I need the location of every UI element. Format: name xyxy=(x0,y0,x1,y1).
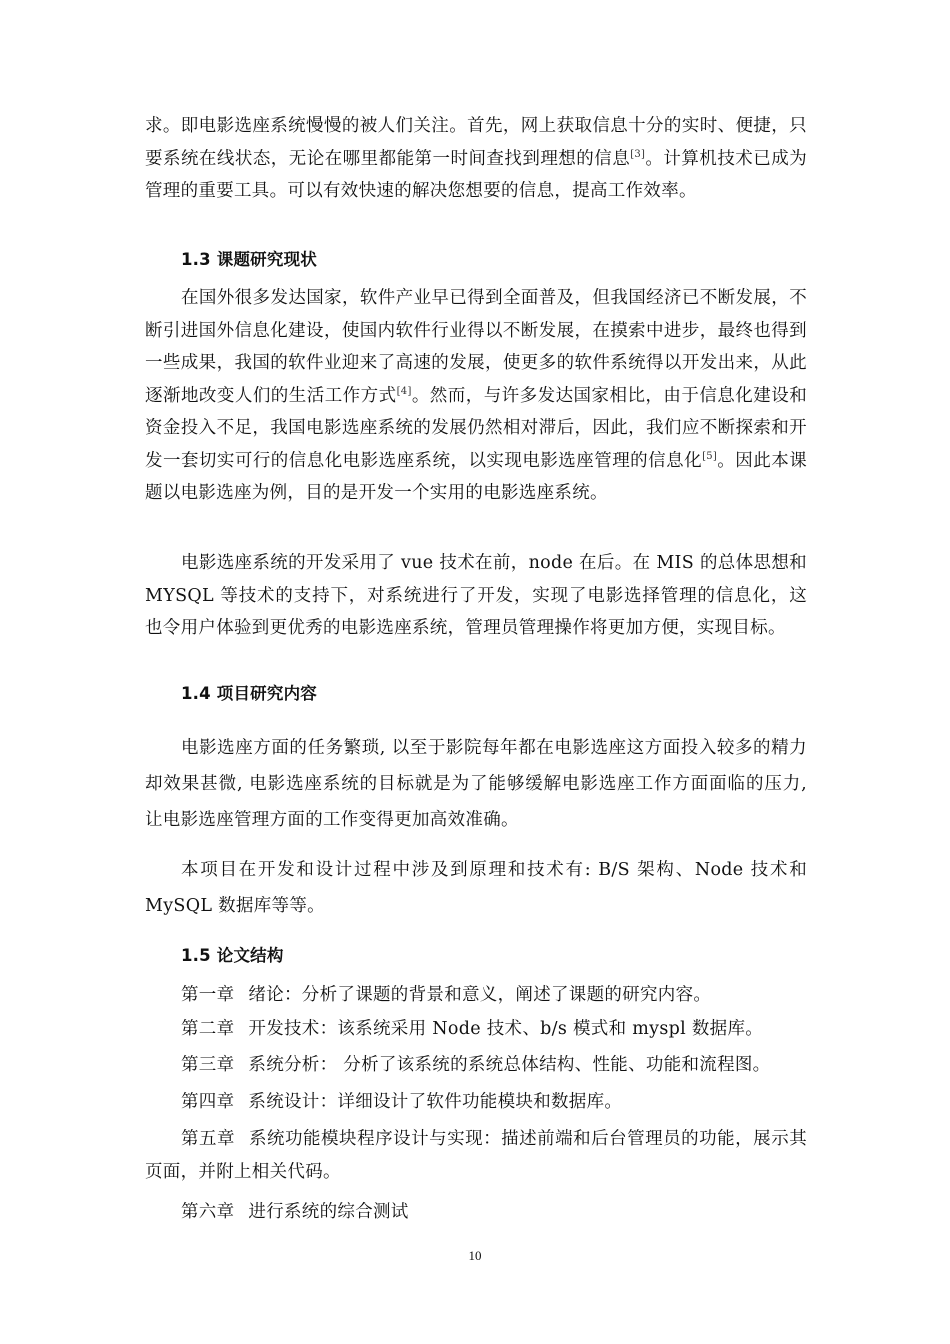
chapter-line-6 xyxy=(181,1200,409,1224)
chapter-label: 第六章 xyxy=(181,1202,235,1222)
chapter-line-2 xyxy=(181,1017,763,1041)
paragraph-text: 电影选座系统的开发采用了 vue 技术在前，node 在后。在 MIS 的总体思想和 MYSQL 等技术的支持下，对系统进行了开发，实现了电影选择管理的信息化，这也令用户体验到更优秀的电影选座系统，管理员管理操作将更加方便，实现目标。 xyxy=(145,553,807,638)
chapter-description: 系统设计：详细设计了软件功能模块和数据库。 xyxy=(248,1092,623,1112)
citation-ref: [4] xyxy=(396,385,412,397)
chapter-label: 第一章 xyxy=(181,985,235,1005)
paragraph-text xyxy=(145,110,807,208)
chapter-line-5 xyxy=(145,1123,807,1188)
chapter-description: 进行系统的综合测试 xyxy=(248,1202,409,1222)
text-span: 。计算机技术已成为管理的重要工具。可以有效快速的解决您想要的信息，提高工作效率。 xyxy=(145,148,807,201)
chapter-label: 第四章 xyxy=(181,1092,235,1112)
chapter-label: 第二章 xyxy=(181,1019,235,1039)
citation-ref: [3] xyxy=(630,148,646,160)
section-heading-1-3: 1.3 课题研究现状 xyxy=(181,250,317,269)
text-span: 在国外很多发达国家，软件产业早已得到全面普及，但我国经济已不断发展，不断引进国外信息化建设，使国内软件行业得以不断发展，在摸索中进步，最终也得到一些成果，我国的软件业迎来了高速的发展，使更多的软件系统得以开发出来，从此逐渐地改变人们的生活工作方式 xyxy=(145,288,807,406)
paragraph-intro-continued xyxy=(145,110,807,208)
text-span: 。因此本课题以电影选座为例，目的是开发一个实用的电影选座系统。 xyxy=(145,450,807,503)
paragraph-research-status xyxy=(145,282,807,510)
paragraph-research-content xyxy=(145,730,807,838)
section-heading-1-4: 1.4 项目研究内容 xyxy=(181,684,317,703)
chapter-line-4 xyxy=(181,1090,622,1114)
chapter-description: 开发技术：该系统采用 Node 技术、b/s 模式和 myspl 数据库。 xyxy=(248,1019,764,1039)
paragraph-text xyxy=(145,1123,807,1188)
citation-ref: [5] xyxy=(702,450,718,462)
chapter-label: 第三章 xyxy=(181,1055,235,1075)
paragraph-text xyxy=(145,282,807,510)
paragraph-text: 本项目在开发和设计过程中涉及到原理和技术有: B/S 架构、Node 技术和 MySQL 数据库等等。 xyxy=(145,860,807,916)
paragraph-technologies xyxy=(145,852,807,924)
chapter-description: 系统分析： 分析了该系统的系统总体结构、性能、功能和流程图。 xyxy=(248,1055,771,1075)
page-number: 10 xyxy=(468,1248,482,1263)
text-span: 求。即电影选座系统慢慢的被人们关注。首先，网上获取信息十分的实时、便捷，只要系统在线状态，无论在哪里都能第一时间查找到理想的信息 xyxy=(145,116,807,169)
chapter-label: 第五章 xyxy=(181,1129,236,1149)
section-heading-1-5: 1.5 论文结构 xyxy=(181,946,284,965)
chapter-description: 绪论：分析了课题的背景和意义，阐述了课题的研究内容。 xyxy=(248,985,712,1005)
text-span: 。然而，与许多发达国家相比，由于信息化建设和资金投入不足，我国电影选座系统的发展仍然相对滞后，因此，我们应不断探索和开发一套切实可行的信息化电影选座系统，以实现电影选座管理的信息化 xyxy=(145,385,807,471)
paragraph-text: 电影选座方面的任务繁琐, 以至于影院每年都在电影选座这方面投入较多的精力却效果甚微, 电影选座系统的目标就是为了能够缓解电影选座工作方面面临的压力, 让电影选座管理方面的工作变得更加高效准确。 xyxy=(145,738,807,830)
chapter-description: 系统功能模块程序设计与实现：描述前端和后台管理员的功能，展示其页面，并附上相关代码。 xyxy=(145,1129,807,1182)
chapter-line-3 xyxy=(181,1053,770,1077)
paragraph-tech-overview xyxy=(145,547,807,645)
chapter-line-1 xyxy=(181,983,711,1007)
